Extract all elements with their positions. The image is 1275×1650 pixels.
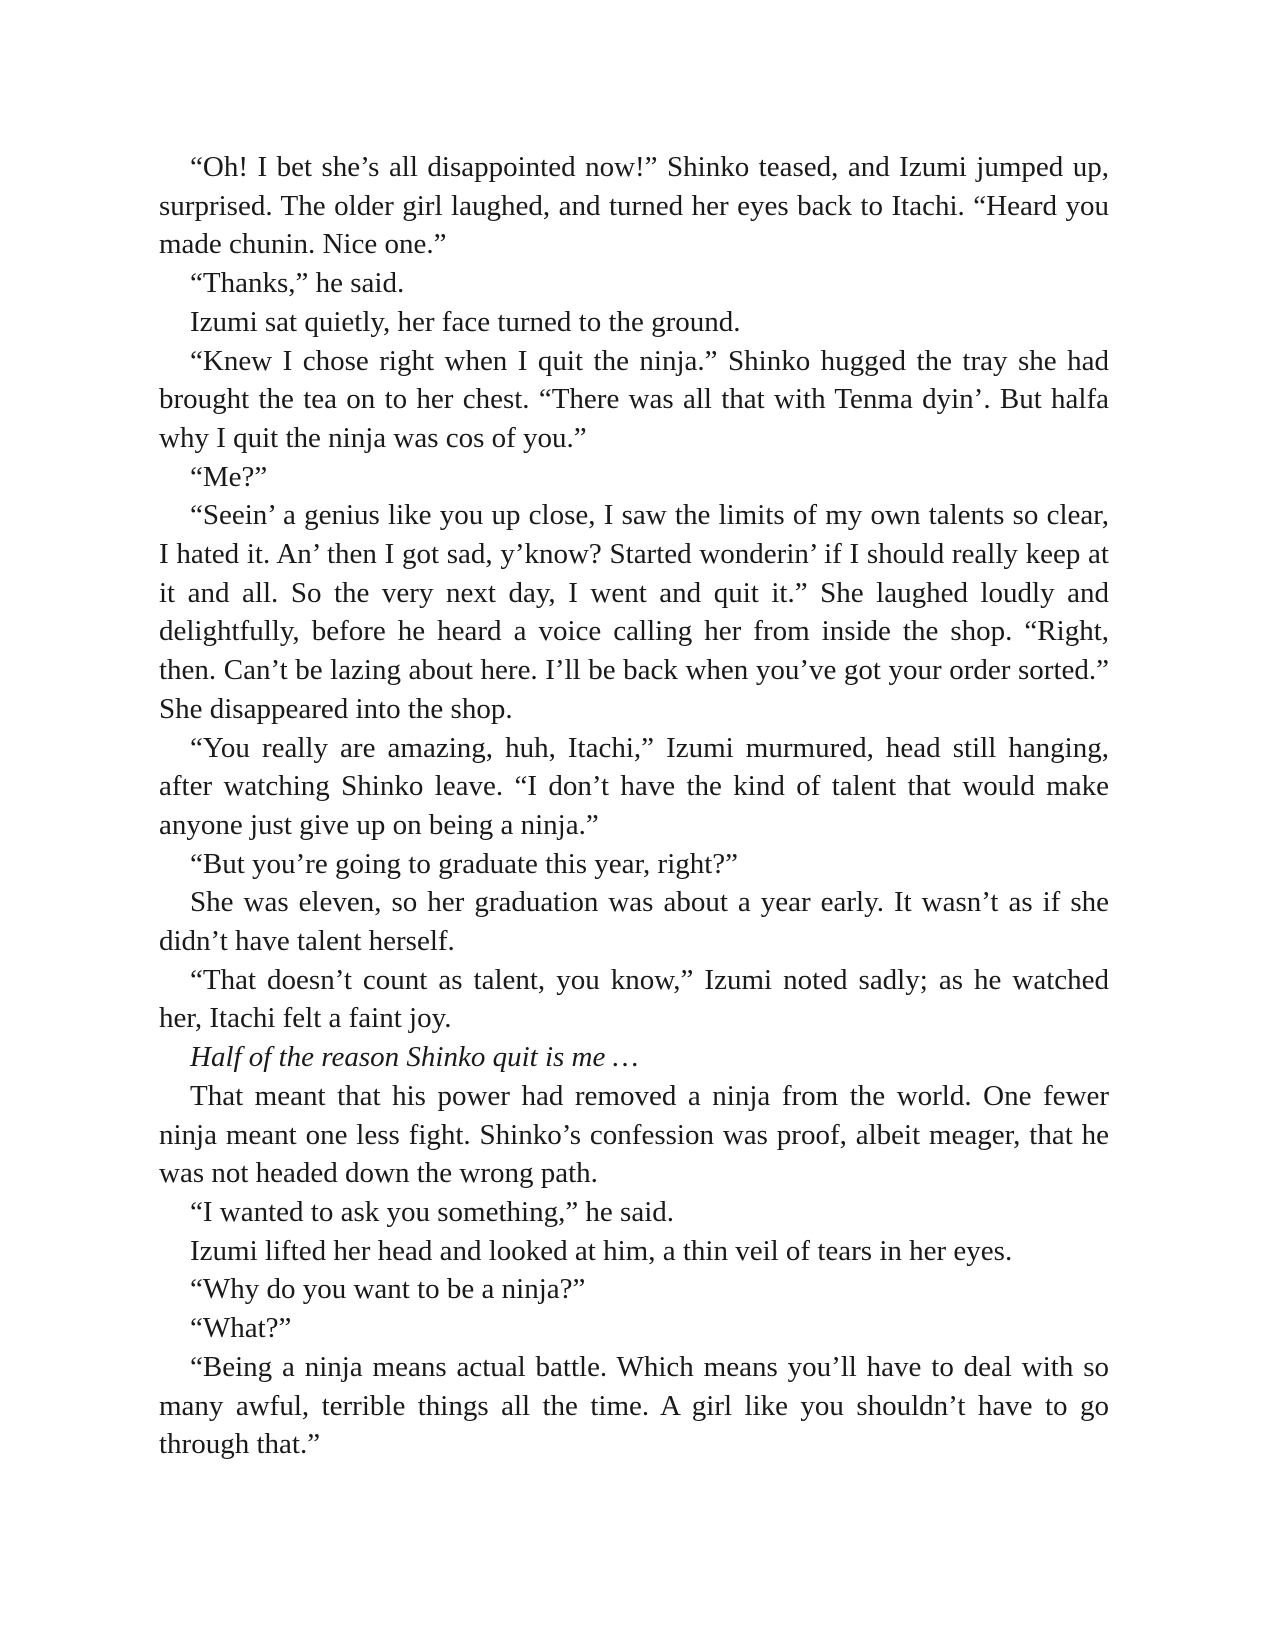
paragraph-7: “You really are amazing, huh, Itachi,” Izumi murmured, head still hanging, after watching Shinko leave. “I don’t have the kind of talent that would make anyone just give up on being a ninja.”: [159, 731, 1109, 841]
paragraph-4: “Knew I chose right when I quit the ninja.” Shinko hugged the tray she had brought the tea on to her chest. “There was all that with Tenma dyin’. But halfa why I quit the ninja was cos of you.”: [159, 344, 1109, 454]
paragraph-9: She was eleven, so her graduation was about a year early. It wasn’t as if she didn’t have talent herself.: [159, 886, 1109, 958]
paragraph-11-thought: Half of the reason Shinko quit is me …: [190, 1041, 639, 1074]
paragraph-13: “I wanted to ask you something,” he said.: [190, 1195, 675, 1228]
paragraph-12: That meant that his power had removed a ninja from the world. One fewer ninja meant one less fight. Shinko’s confession was proof, albeit meager, that he was not headed down the wrong path.: [159, 1079, 1109, 1190]
paragraph-1: “Oh! I bet she’s all disappointed now!” Shinko teased, and Izumi jumped up, surprised. The older girl laughed, and turned her eyes back to Itachi. “Heard you made chunin. Nice one.”: [159, 151, 1109, 261]
paragraph-16: “What?”: [190, 1312, 292, 1345]
paragraph-8: “But you’re going to graduate this year, right?”: [190, 847, 739, 880]
paragraph-10: “That doesn’t count as talent, you know,” Izumi noted sadly; as he watched her, Itachi felt a faint joy.: [159, 963, 1109, 1035]
paragraph-3: Izumi sat quietly, her face turned to the ground.: [190, 305, 741, 338]
paragraph-14: Izumi lifted her head and looked at him, a thin veil of tears in her eyes.: [190, 1234, 1013, 1267]
paragraph-2: “Thanks,” he said.: [190, 267, 405, 300]
document-page: [159, 148, 1109, 1464]
paragraph-6: “Seein’ a genius like you up close, I saw the limits of my own talents so clear, I hated it. An’ then I got sad, y’know? Started wonderin’ if I should really keep at it and all. So the very next day, I went and quit it.” She laughed loudly and delightfully, before he heard a voice calling her from inside the shop. “Right, then. Can’t be lazing about here. I’ll be back when you’ve got your order sorted.” She disappeared into the shop.: [159, 499, 1109, 725]
paragraph-5: “Me?”: [190, 460, 268, 493]
paragraph-15: “Why do you want to be a ninja?”: [190, 1273, 586, 1306]
paragraph-17: “Being a ninja means actual battle. Which means you’ll have to deal with so many awful, terrible things all the time. A girl like you shouldn’t have to go through that.”: [159, 1350, 1109, 1461]
